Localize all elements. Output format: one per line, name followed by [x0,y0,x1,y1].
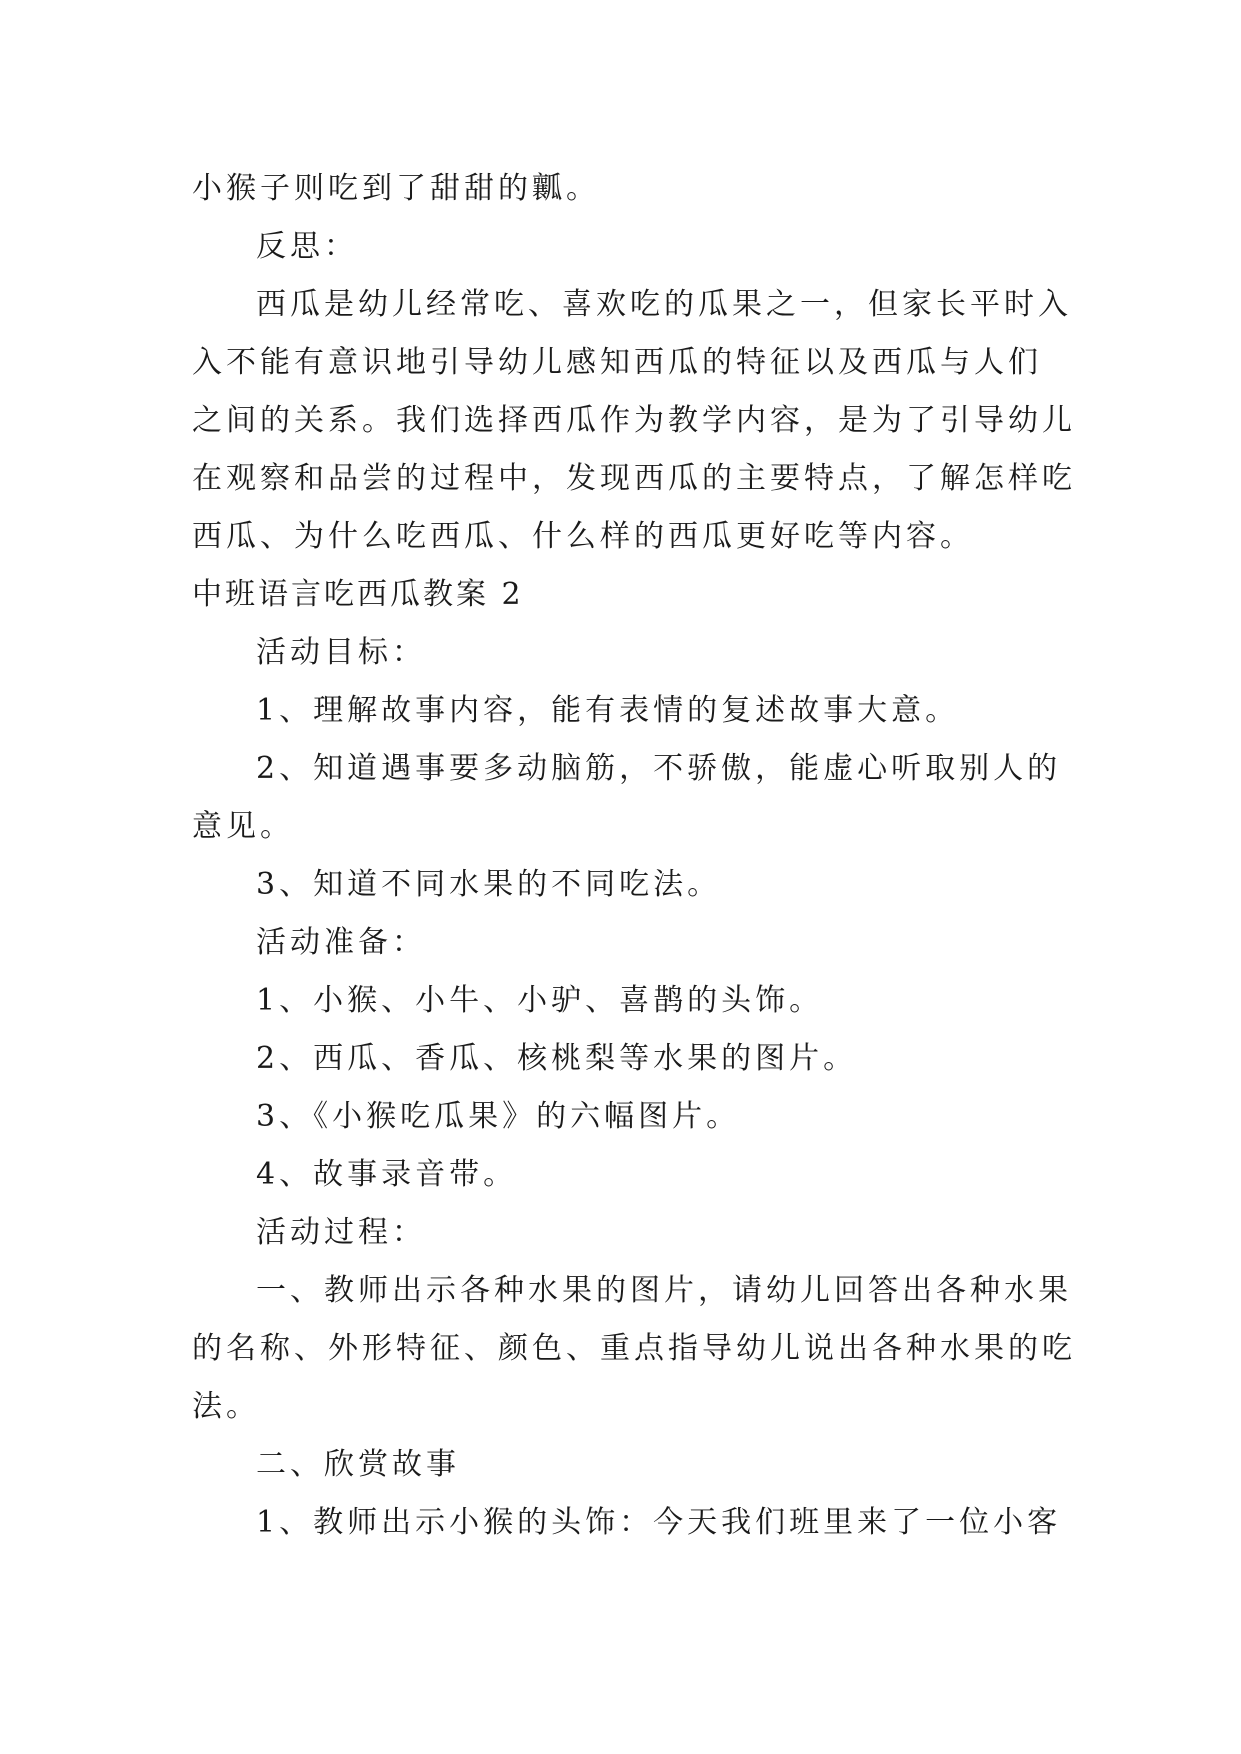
text-line: 3、知道不同水果的不同吃法。 [256,867,722,902]
text-line: 2、知道遇事要多动脑筋，不骄傲，能虚心听取别人的 [256,751,1062,786]
text-line: 西瓜是幼儿经常吃、喜欢吃的瓜果之一，但家长平时入 [256,287,1072,322]
text-line: 入不能有意识地引导幼儿感知西瓜的特征以及西瓜与人们 [192,345,1042,380]
document-body [192,160,1076,1552]
text-line: 活动过程： [256,1215,426,1250]
text-line: 一、教师出示各种水果的图片，请幼儿回答出各种水果 [256,1273,1072,1308]
text-line: 活动目标： [256,635,426,670]
text-line: 活动准备： [256,925,426,960]
text-line: 的名称、外形特征、颜色、重点指导幼儿说出各种水果的吃 [192,1331,1076,1366]
text-line: 2、西瓜、香瓜、核桃梨等水果的图片。 [256,1041,858,1076]
text-line: 小猴子则吃到了甜甜的瓤。 [192,171,600,206]
text-line: 1、小猴、小牛、小驴、喜鹊的头饰。 [256,983,824,1018]
text-line: 1、理解故事内容，能有表情的复述故事大意。 [256,693,960,728]
text-line: 法。 [192,1389,260,1424]
text-line: 之间的关系。我们选择西瓜作为教学内容，是为了引导幼儿 [192,403,1076,438]
text-line: 二、欣赏故事 [256,1447,460,1482]
text-line: 意见。 [192,809,294,844]
text-line: 反思： [256,229,358,264]
text-line: 在观察和品尝的过程中，发现西瓜的主要特点，了解怎样吃 [192,461,1076,496]
text-line: 4、故事录音带。 [256,1157,518,1192]
text-line: 西瓜、为什么吃西瓜、什么样的西瓜更好吃等内容。 [192,519,974,554]
section-heading: 中班语言吃西瓜教案 2 [192,577,524,612]
text-line: 3、《小猴吃瓜果》的六幅图片。 [256,1099,741,1134]
text-line: 1、教师出示小猴的头饰：今天我们班里来了一位小客 [256,1505,1062,1540]
